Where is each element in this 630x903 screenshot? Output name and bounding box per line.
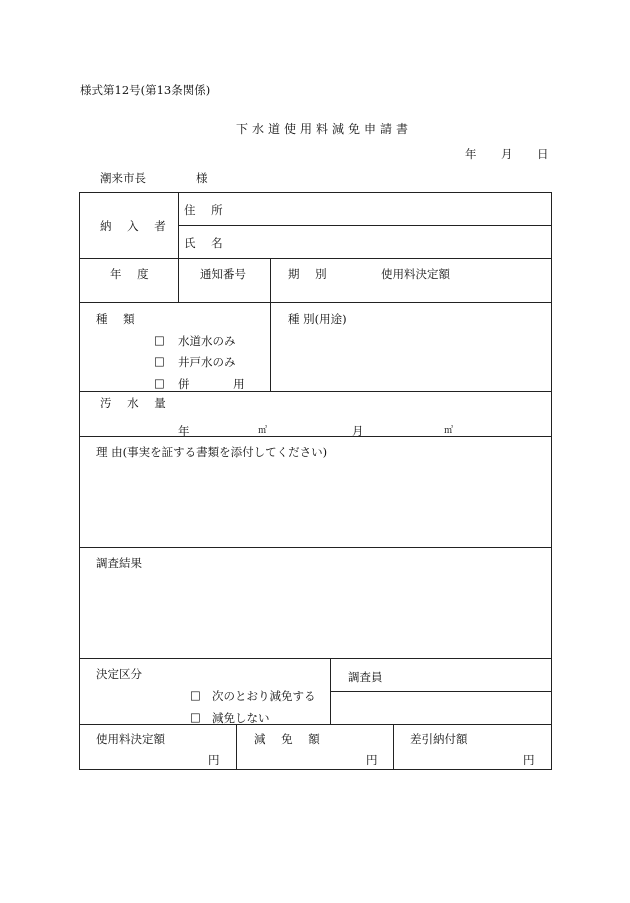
- checkbox-well-water[interactable]: □: [154, 354, 165, 368]
- decision-label: 決定区分: [96, 667, 142, 681]
- reason-label[interactable]: 理 由(事実を証する書類を添付してください): [96, 445, 328, 459]
- amount-decided-fee-label: 使用料決定額: [96, 732, 165, 746]
- address-label[interactable]: 住 所: [184, 203, 229, 217]
- category-label[interactable]: 種 別(用途): [288, 312, 347, 326]
- checkbox-combined[interactable]: □: [154, 376, 165, 390]
- date-day: 日: [537, 147, 549, 161]
- option-tap-water: 水道水のみ: [178, 334, 236, 348]
- payer-label: 納 入 者: [100, 219, 172, 233]
- investigation-result-label[interactable]: 調査結果: [96, 556, 142, 570]
- amount-decided-fee-yen[interactable]: 円: [208, 753, 220, 767]
- page-title: 下水道使用料減免申請書: [236, 122, 413, 136]
- fiscal-year-label[interactable]: 年 度: [110, 267, 155, 281]
- exemption-amount-label: 減 免 額: [254, 732, 326, 746]
- exemption-amount-yen[interactable]: 円: [366, 753, 378, 767]
- option-combined: 併 用: [178, 377, 265, 391]
- sewage-year-volume-unit: ㎥: [258, 426, 268, 436]
- date-month: 月: [501, 147, 513, 161]
- date-year: 年: [465, 147, 477, 161]
- checkbox-tap-water[interactable]: □: [154, 333, 165, 347]
- sewage-volume-label: 汚 水 量: [100, 396, 172, 410]
- investigator-label[interactable]: 調査員: [348, 670, 383, 684]
- sewage-month-unit: 月: [352, 424, 364, 438]
- name-label[interactable]: 氏 名: [184, 236, 229, 250]
- option-well-water: 井戸水のみ: [178, 355, 236, 369]
- decided-fee-label[interactable]: 使用料決定額: [381, 267, 450, 281]
- type-label: 種 類: [96, 312, 141, 326]
- net-payment-yen[interactable]: 円: [523, 753, 535, 767]
- form-number: 様式第12号(第13条関係): [80, 83, 211, 97]
- sewage-year-unit: 年: [178, 424, 190, 438]
- notice-number-label[interactable]: 通知番号: [200, 267, 246, 281]
- option-not-exempt: 減免しない: [212, 711, 270, 725]
- addressee-name: 潮来市長: [100, 171, 146, 185]
- net-payment-label: 差引納付額: [410, 732, 468, 746]
- option-exempt: 次のとおり減免する: [212, 689, 316, 703]
- checkbox-not-exempt[interactable]: □: [190, 710, 201, 724]
- sewage-month-volume-unit: ㎥: [444, 426, 454, 436]
- addressee-honorific: 様: [196, 171, 208, 185]
- checkbox-exempt[interactable]: □: [190, 688, 201, 702]
- period-label[interactable]: 期 別: [288, 267, 333, 281]
